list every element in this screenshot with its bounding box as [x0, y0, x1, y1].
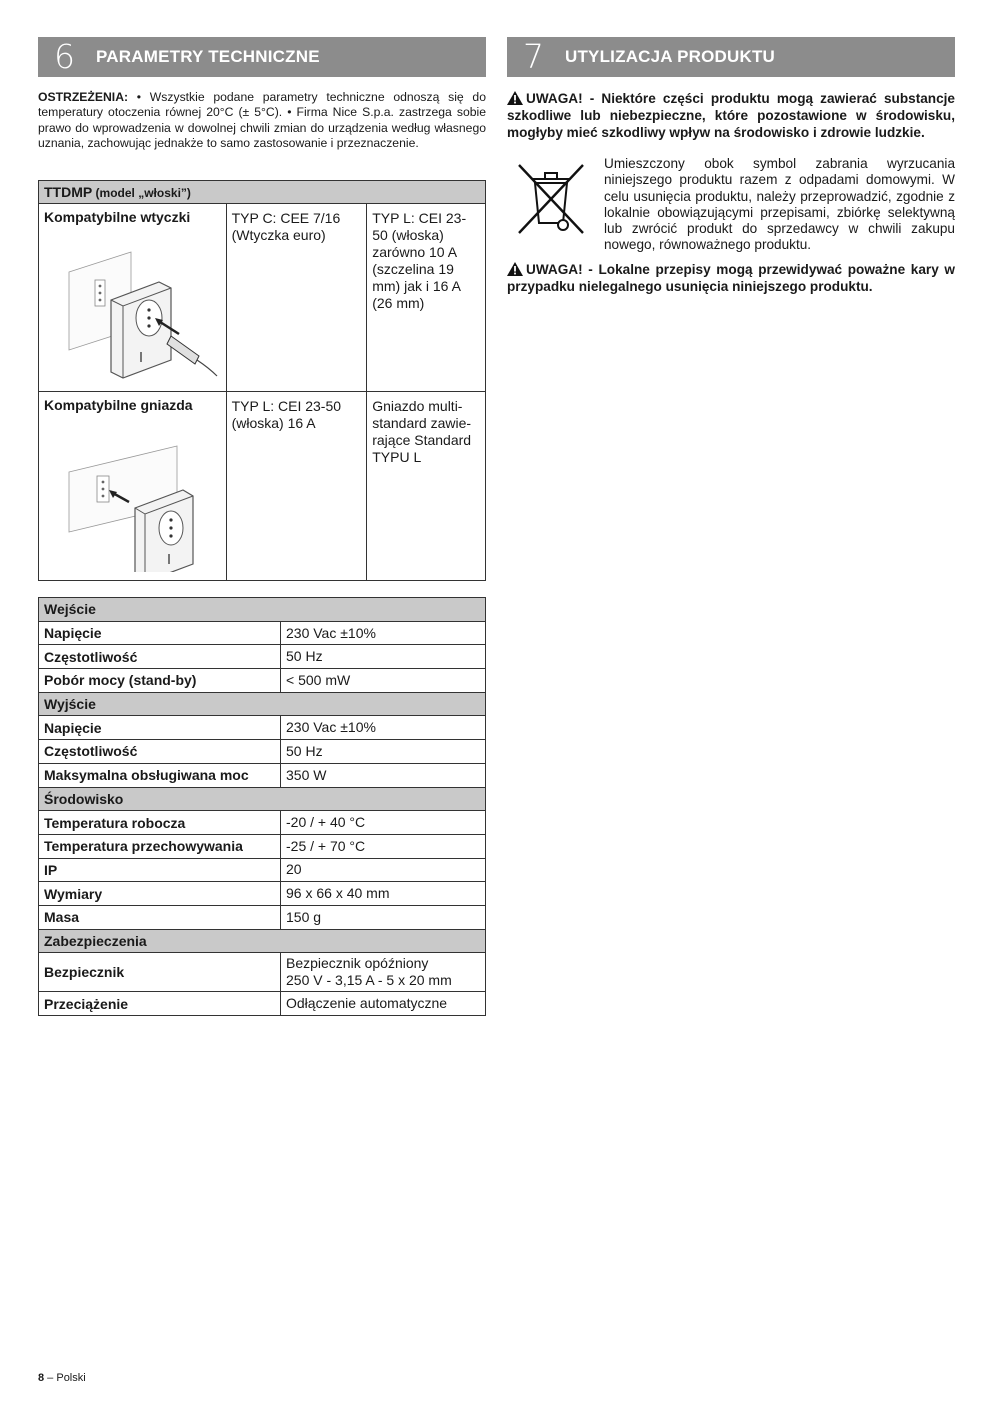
spec-value: 150 g: [281, 905, 486, 929]
spec-key: Temperatura przechowywania: [39, 834, 281, 858]
spec-row: [39, 763, 486, 787]
section-6-header: [38, 37, 486, 77]
warnings-text: • Wszystkie podane parametry techniczne odnoszą się do temperatury otoczenia równej 20°C (± 5°C). • Firma Nice S.p.a. zastrzega sobie prawo do wprowadzenia w dowolnej chwili zmian do urządzenia według własnego uznania, zachowując jednakże to samo zastosowanie i przeznaczenie.: [38, 90, 486, 151]
spec-value: 50 Hz: [281, 740, 486, 764]
spec-group-row: [39, 692, 486, 716]
spec-group-protection: Zabezpieczenia: [39, 929, 486, 953]
compat-row-label: [39, 392, 227, 581]
compat-table-header: [39, 181, 486, 204]
model-name: TTDMP: [44, 184, 93, 200]
specifications-table: [38, 597, 486, 1016]
spec-group-input: Wejście: [39, 598, 486, 622]
warnings-label: OSTRZEŻENIA:: [38, 90, 129, 104]
spec-row: [39, 740, 486, 764]
spec-key: Częstotliwość: [39, 645, 281, 669]
compat-sockets-multistandard: Gniazdo multi-standard zawie-rające Standard TYPU L: [367, 392, 486, 581]
disposal-warning-1-text: UWAGA! - Niektóre części produktu mogą zawierać substancje szkodliwe lub niebezpieczne, które pozostawione w środowisku, mogłyby mieć szkodliwy wpływ na środowisko i zdrowie ludzkie.: [507, 91, 955, 140]
disposal-warning-1: [507, 90, 955, 141]
spec-row: [39, 953, 486, 992]
spec-row: [39, 645, 486, 669]
compat-plugs-label: Kompatybilne wtyczki: [44, 209, 191, 225]
spec-value: [281, 953, 486, 992]
spec-key: Bezpiecznik: [39, 953, 281, 992]
compat-row-label: [39, 204, 227, 392]
spec-key: Maksymalna obsługiwana moc: [39, 763, 281, 787]
spec-value: -20 / + 40 °C: [281, 811, 486, 835]
spec-group-output: Wyjście: [39, 692, 486, 716]
warning-triangle-icon: [507, 262, 523, 276]
spec-key: Pobór mocy (stand-by): [39, 669, 281, 693]
disposal-warning-2-text: UWAGA! - Lokalne przepisy mogą przewidywać poważne kary w przypadku nielegalnego usunięcia niniejszego produktu.: [507, 262, 955, 294]
spec-group-row: [39, 787, 486, 811]
spec-row: [39, 834, 486, 858]
compat-sockets-label: Kompatybilne gniazda: [44, 397, 193, 413]
spec-row: [39, 858, 486, 882]
spec-key: Masa: [39, 905, 281, 929]
spec-key: IP: [39, 858, 281, 882]
spec-group-row: [39, 929, 486, 953]
spec-value: Odłączenie automatyczne: [281, 992, 486, 1016]
compatibility-table: [38, 180, 486, 581]
weee-description: Umieszczony obok symbol zabrania wyrzucania niniejszego produktu razem z odpadami domowymi. W celu usunięcia produktu, należy przeprowadzić, zgodnie z lokalnie obowiązującymi przepisami, zbiórkę selektywną lub zwrócić produkt do sprzedawcy w chwili zakupu nowego, równoważnego produktu.: [604, 156, 955, 253]
spec-key: Wymiary: [39, 882, 281, 906]
spec-key: Napięcie: [39, 716, 281, 740]
spec-value: 20: [281, 858, 486, 882]
plug-adapter-illustration: [59, 242, 219, 382]
spec-row: [39, 811, 486, 835]
fuse-rating: 250 V - 3,15 A - 5 x 20 mm: [286, 972, 452, 989]
spec-row: [39, 669, 486, 693]
section-number: 7: [523, 37, 543, 76]
spec-row: [39, 905, 486, 929]
spec-row: [39, 992, 486, 1016]
page-number: 8: [38, 1372, 45, 1384]
warning-triangle-icon: [507, 91, 523, 105]
spec-value: -25 / + 70 °C: [281, 834, 486, 858]
spec-row: [39, 716, 486, 740]
page-footer: [38, 1372, 86, 1384]
section-title: UTYLIZACJA PRODUKTU: [565, 47, 775, 66]
compat-sockets-type-l: TYP L: CEI 23-50 (włoska) 16 A: [226, 392, 367, 581]
spec-value: 350 W: [281, 763, 486, 787]
crossed-out-bin-icon: [515, 161, 587, 237]
spec-group-row: [39, 598, 486, 622]
spec-value: 230 Vac ±10%: [281, 621, 486, 645]
spec-value: < 500 mW: [281, 669, 486, 693]
page-language: – Polski: [44, 1372, 86, 1384]
spec-value: 96 x 66 x 40 mm: [281, 882, 486, 906]
spec-key: Napięcie: [39, 621, 281, 645]
spec-row: [39, 621, 486, 645]
disposal-warning-2: [507, 261, 955, 295]
compat-plugs-type-c: TYP C: CEE 7/16 (Wtyczka euro): [226, 204, 367, 392]
spec-row: [39, 882, 486, 906]
spec-group-environment: Środowisko: [39, 787, 486, 811]
spec-key: Częstotliwość: [39, 740, 281, 764]
model-note: (model „włoski”): [92, 186, 191, 200]
spec-value: 230 Vac ±10%: [281, 716, 486, 740]
fuse-type: Bezpiecznik opóźniony: [286, 955, 429, 972]
spec-key: Przeciążenie: [39, 992, 281, 1016]
warnings-paragraph: [38, 90, 486, 152]
compat-plugs-type-l: TYP L: CEI 23-50 (włoska) zarówno 10 A (szczelina 19 mm) jak i 16 A (26 mm): [367, 204, 486, 392]
section-number: 6: [54, 37, 74, 76]
spec-value: 50 Hz: [281, 645, 486, 669]
section-title: PARAMETRY TECHNICZNE: [96, 47, 320, 66]
section-7-header: [507, 37, 955, 77]
socket-adapter-illustration: [59, 432, 219, 572]
spec-key: Temperatura robocza: [39, 811, 281, 835]
